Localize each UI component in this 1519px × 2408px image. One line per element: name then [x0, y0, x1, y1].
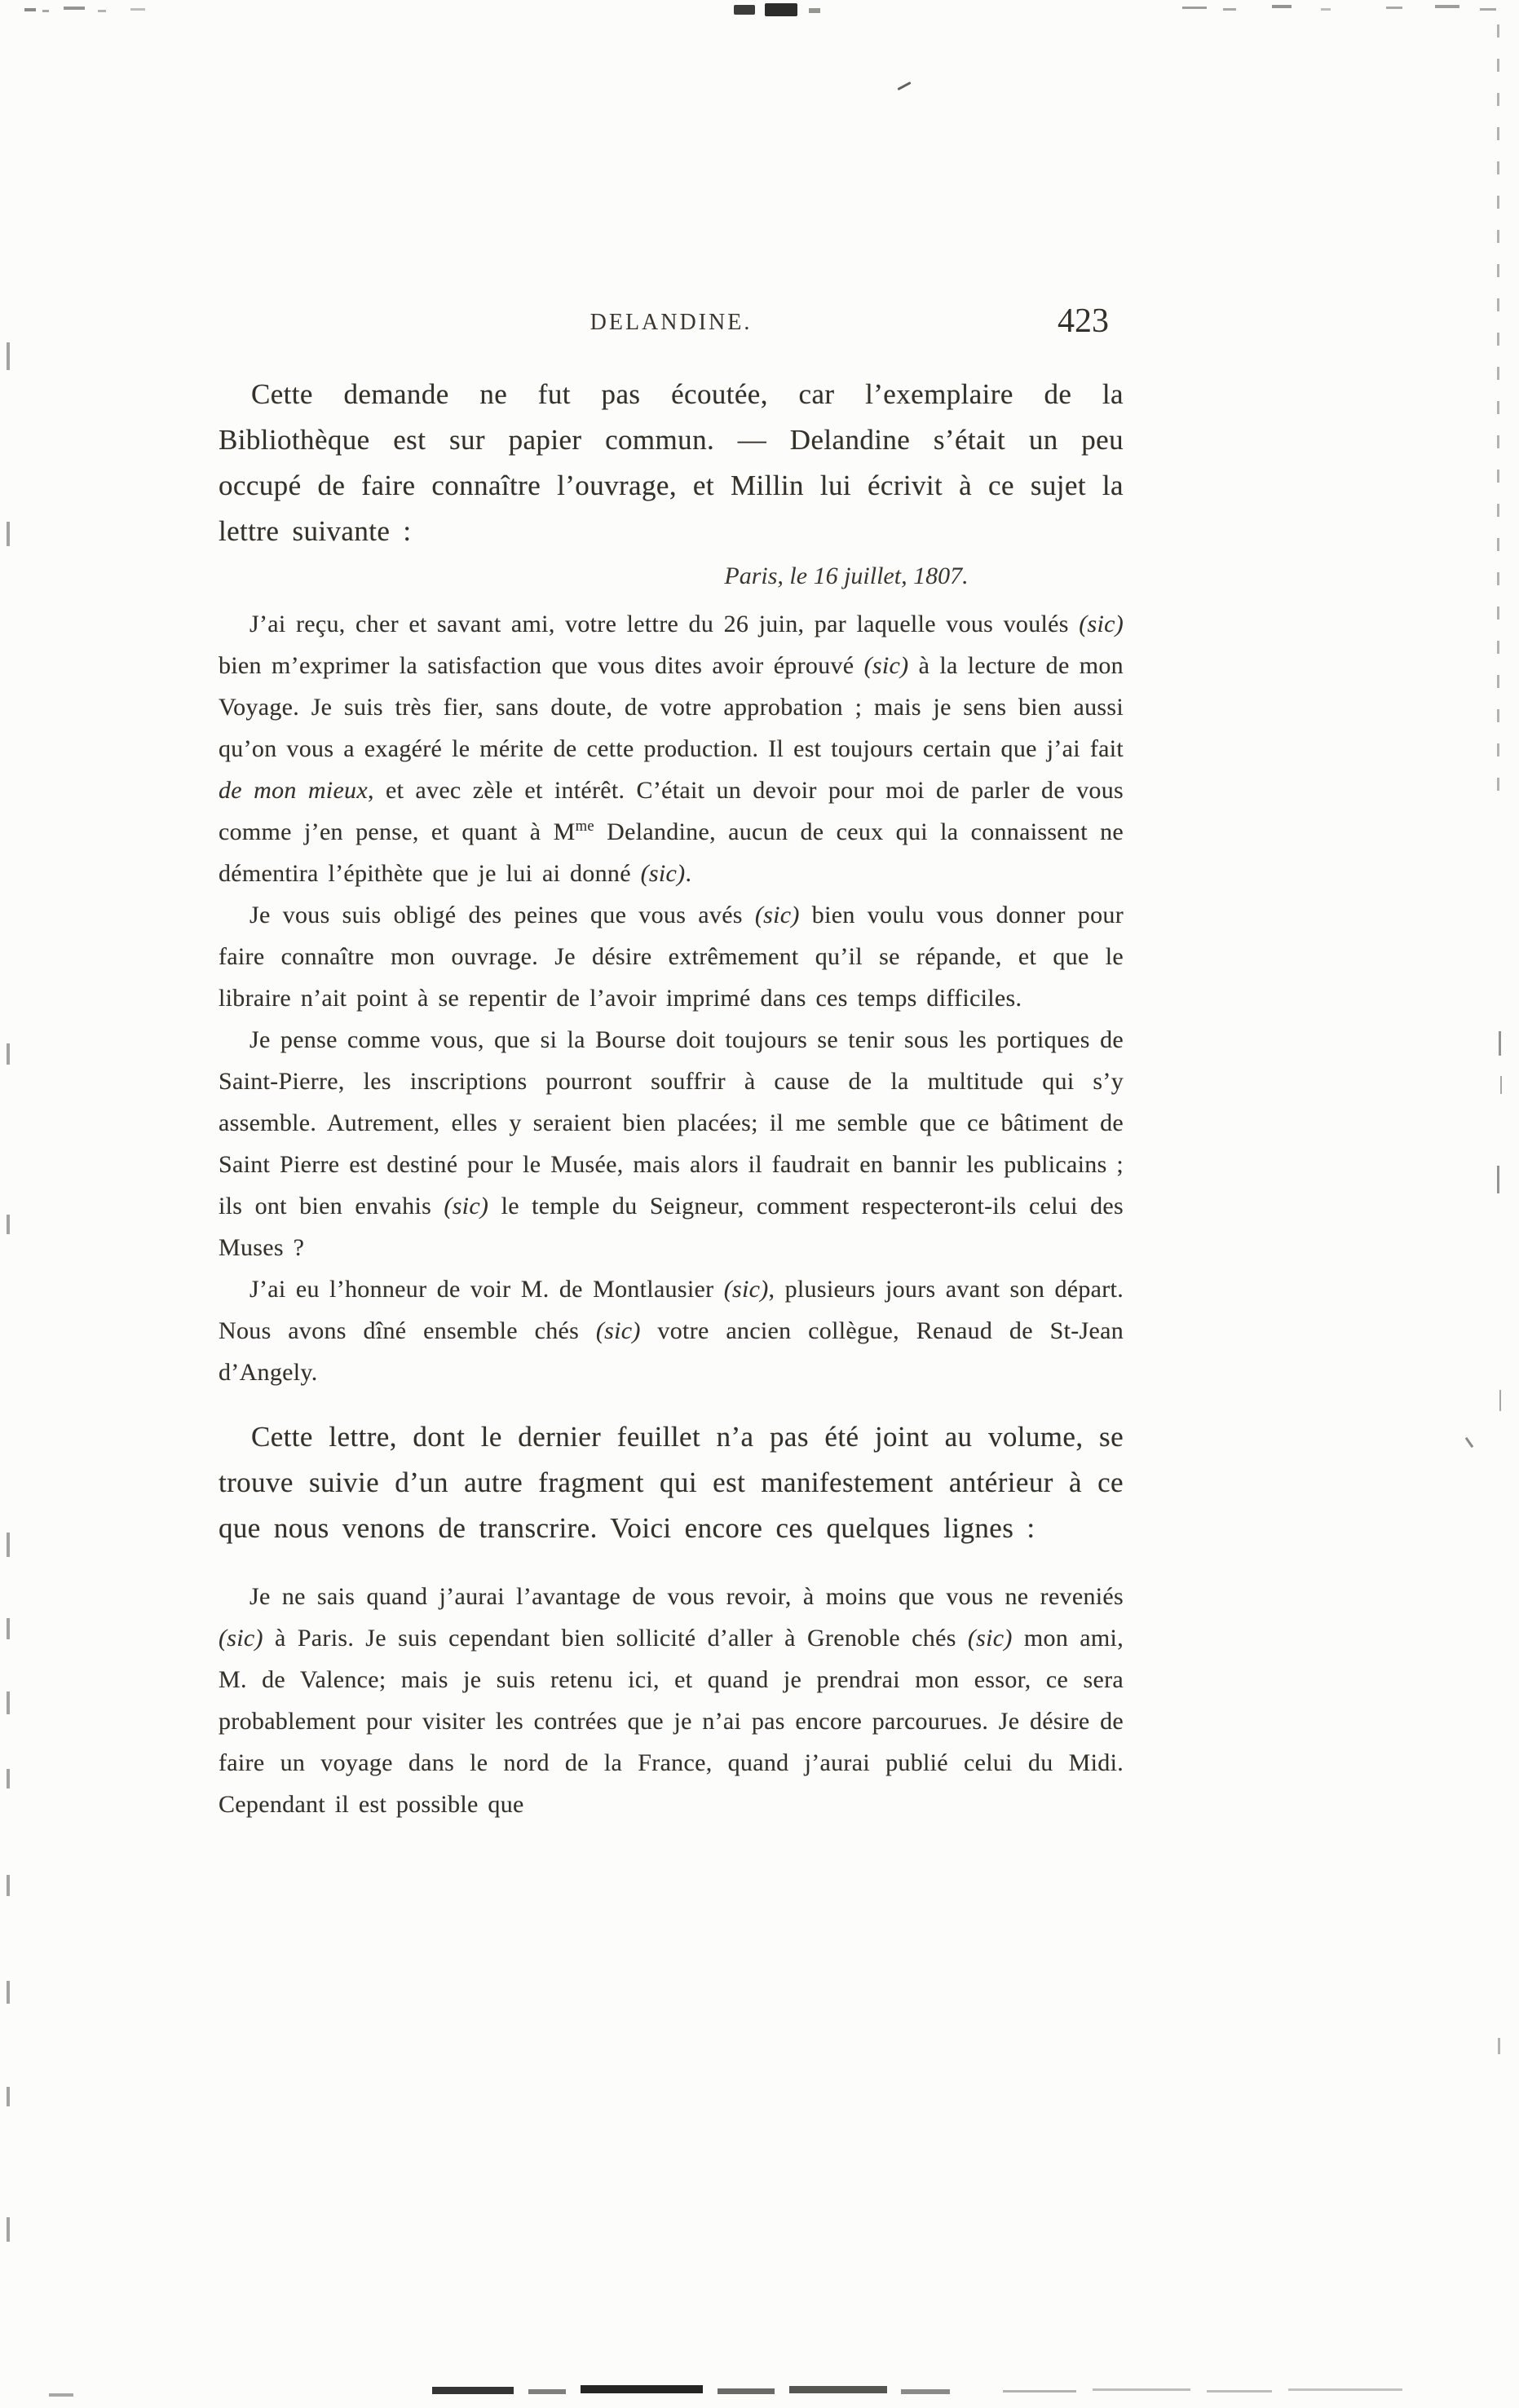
scan-artifact: [7, 1618, 10, 1639]
running-header: [219, 302, 1124, 352]
scan-artifact: [7, 2087, 10, 2106]
scan-artifact: [1182, 7, 1207, 9]
scan-artifact: [1497, 24, 1499, 799]
scan-artifact: [24, 8, 36, 11]
fragment-body: [219, 1576, 1124, 1825]
page-number: 423: [1058, 302, 1109, 340]
letter-paragraph: J’ai eu l’honneur de voir M. de Montlausier (sic), plusieurs jours avant son départ. Nous avons dîné ensemble chés (sic) votre ancien collègue, Renaud de St-Jean d’Angely.: [219, 1276, 1124, 1386]
scan-artifact: [1321, 8, 1331, 11]
text-column: [219, 302, 1124, 1825]
scan-artifact: [1272, 5, 1292, 8]
scan-artifact: [1223, 8, 1236, 11]
fragment-paragraph: Je ne sais quand j’aurai l’avantage de vous revoir, à moins que vous ne reveniés (sic) à Paris. Je suis cependant bien sollicité d’aller à Grenoble chés (sic) mon ami, M. de Valence; mais je suis retenu ici, et quand je prendrai mon essor, ce sera probablement pour visiter les contrées que je n’ai pas encore parcourues. Je désire de faire un voyage dans le nord de la France, quand j’aurai publié celui du Midi. Cependant il est possible que: [219, 1583, 1124, 1818]
scan-artifact: [1386, 7, 1402, 9]
running-header-title: DELANDINE.: [589, 310, 753, 335]
scan-artifact: [7, 1215, 10, 1234]
intro-paragraph: Cette demande ne fut pas écoutée, car l’exemplaire de la Bibliothèque est sur papier commun. — Delandine s’était un peu occupé de faire connaître l’ouvrage, et Millin lui écrivit à ce sujet la lettre suivante :: [219, 378, 1124, 547]
scan-artifact: [581, 2385, 703, 2393]
scan-artifact: [7, 1769, 10, 1788]
letter-body: [219, 603, 1124, 1393]
scan-artifact: [64, 7, 85, 10]
scan-artifact: [1480, 8, 1496, 11]
scan-artifact: [1499, 1031, 1501, 1056]
scan-artifact: [7, 342, 10, 370]
scan-artifact: [1207, 2390, 1272, 2393]
scan-artifact: [1288, 2388, 1402, 2391]
scan-artifact: [1093, 2388, 1190, 2391]
scan-artifact: [42, 10, 49, 12]
letter-paragraph: J’ai reçu, cher et savant ami, votre lettre du 26 juin, par laquelle vous voulés (sic) bien m’exprimer la satisfaction que vous dites avoir éprouvé (sic) à la lecture de mon Voyage. Je suis très fier, sans doute, de votre approbation ; mais je sens bien aussi qu’on vous a exagéré le mérite de cette production. Il est toujours certain que j’ai fait de mon mieux, et avec zèle et intérêt. C’était un devoir pour moi de parler de vous comme j’en pense, et quant à $M^{me}$ Delandine, aucun de ceux qui la connaissent ne démentira l’épithète que je lui ai donné (sic).: [219, 611, 1124, 887]
letter-paragraph: Je vous suis obligé des peines que vous avés (sic) bien voulu vous donner pour faire connaître mon ouvrage. Je désire extrêmement qu’il se répande, et que le libraire n’ait point à se repentir de l’avoir imprimé dans ces temps difficiles.: [219, 902, 1124, 1012]
scan-artifact: [432, 2387, 514, 2394]
interlude-paragraph: Cette lettre, dont le dernier feuillet n’a pas été joint au volume, se trouve suivie d’un autre fragment qui est manifestement antérieur à ce que nous venons de transcrire. Voici encore ces quelques lignes :: [219, 1421, 1124, 1544]
scan-artifact: [7, 1981, 10, 2004]
scan-artifact: [49, 2393, 73, 2397]
letter-dateline: Paris, le 16 juillet, 1807.: [724, 562, 969, 589]
scan-artifact: [7, 2217, 10, 2242]
letter-paragraph: Je pense comme vous, que si la Bourse doit toujours se tenir sous les portiques de Saint-Pierre, les inscriptions pourront souffrir à cause de la multitude qui s’y assemble. Autrement, elles y seraient bien placées; il me semble que ce bâtiment de Saint Pierre est destiné pour le Musée, mais alors il faudrait en bannir les publicains ; ils ont bien envahis (sic) le temple du Seigneur, comment respecteront-ils celui des Muses ?: [219, 1026, 1124, 1261]
scan-artifact: [1435, 5, 1459, 8]
scan-artifact: [7, 1533, 10, 1557]
scan-artifact: [809, 8, 820, 13]
scan-artifact: [7, 1691, 10, 1714]
scan-artifact: [130, 8, 145, 11]
scan-artifact: [1497, 1166, 1499, 1193]
scan-artifact: [7, 1043, 10, 1065]
scan-artifact: [528, 2389, 566, 2394]
scan-artifact: [901, 2389, 950, 2394]
scan-artifact: [718, 2388, 775, 2394]
scan-artifact: [7, 522, 10, 546]
scan-artifact: [1499, 1390, 1501, 1411]
scan-artifact: [7, 1875, 10, 1896]
scan-artifact: [734, 5, 755, 15]
scan-artifact: [1003, 2390, 1076, 2393]
scan-artifact: [1500, 1076, 1502, 1094]
scan-artifact: [1465, 1437, 1473, 1448]
scan-artifact: [897, 82, 911, 90]
scan-artifact: [98, 10, 106, 12]
scan-artifact: [789, 2386, 887, 2393]
scan-artifact: [765, 3, 797, 16]
scan-artifact: [1498, 2038, 1500, 2054]
